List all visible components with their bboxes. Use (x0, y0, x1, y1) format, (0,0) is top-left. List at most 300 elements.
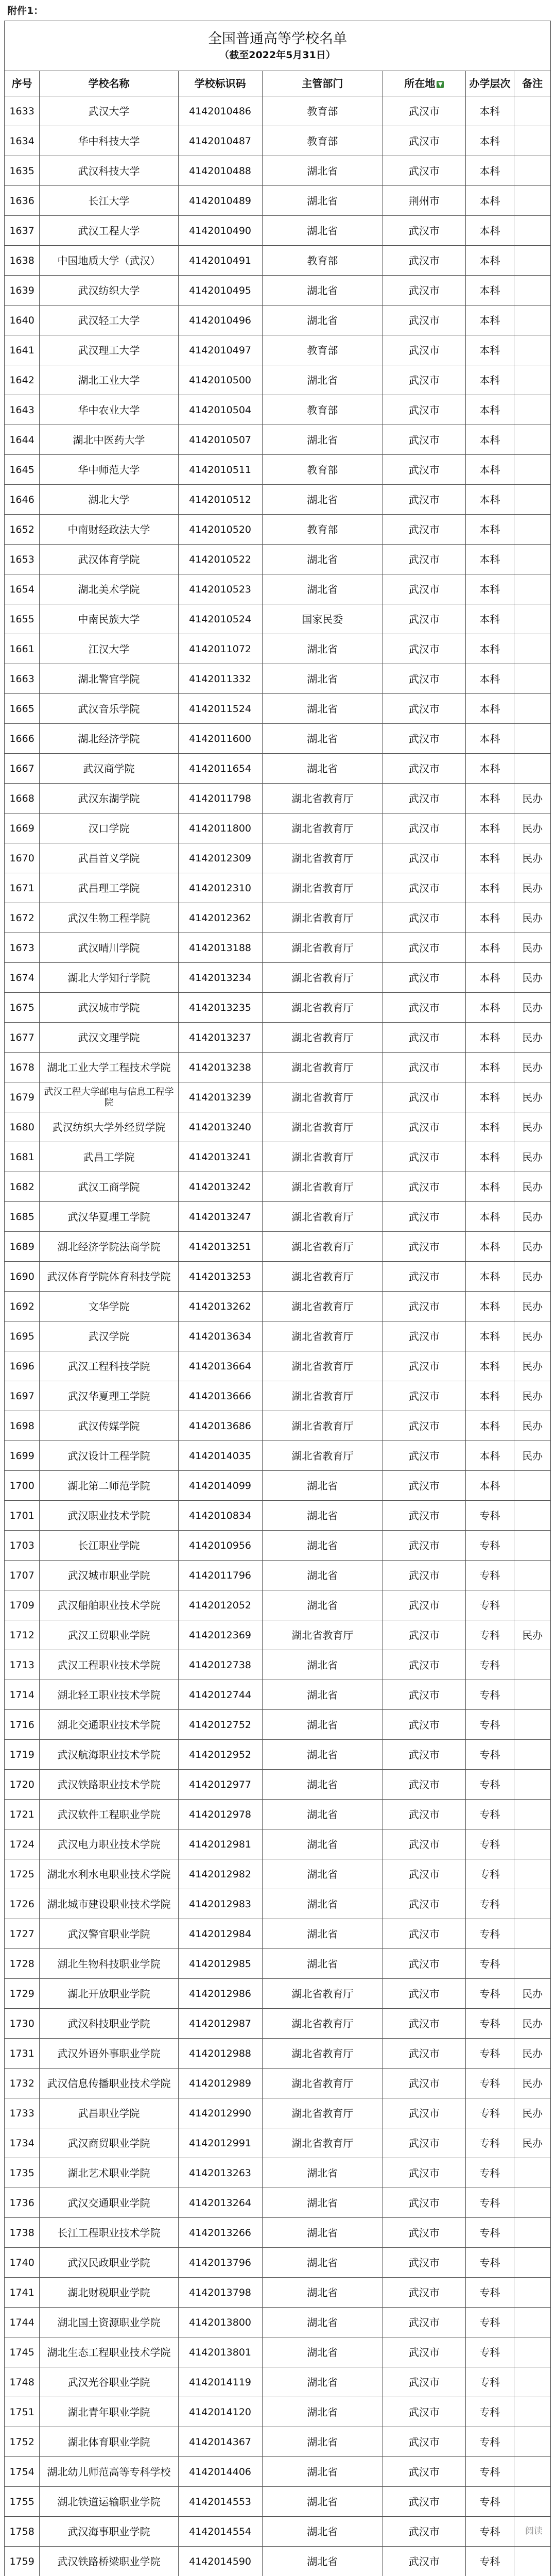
cell-level: 专科 (465, 2248, 514, 2278)
table-row (5, 2098, 551, 2128)
cell-location: 武汉市 (383, 1889, 465, 1919)
cell-authority: 湖北省 (262, 2308, 383, 2337)
cell-school-name: 武汉铁路职业技术学院 (40, 1770, 178, 1800)
cell-school-name: 武汉华夏理工学院 (40, 1381, 178, 1411)
cell-level: 专科 (465, 1919, 514, 1949)
cell-school-name: 武汉工贸职业学院 (40, 1620, 178, 1650)
cell-location: 武汉市 (383, 2009, 465, 2039)
cell-remarks (514, 2188, 551, 2218)
cell-authority: 湖北省教育厅 (262, 1351, 383, 1381)
cell-school-code: 4142010523 (178, 574, 262, 604)
cell-index: 1731 (5, 2039, 40, 2069)
cell-authority: 湖北省 (262, 1829, 383, 1859)
cell-index: 1636 (5, 186, 40, 216)
cell-authority: 湖北省教育厅 (262, 1411, 383, 1441)
cell-school-name: 武汉海事职业学院 (40, 2517, 178, 2547)
table-row (5, 1979, 551, 2009)
cell-school-name: 湖北铁道运输职业学院 (40, 2487, 178, 2517)
cell-authority: 湖北省教育厅 (262, 1053, 383, 1082)
cell-location: 武汉市 (383, 1172, 465, 1202)
cell-index: 1736 (5, 2188, 40, 2218)
cell-location: 武汉市 (383, 2039, 465, 2069)
cell-location: 武汉市 (383, 1531, 465, 1561)
cell-index: 1707 (5, 1561, 40, 1590)
cell-school-code: 4142012989 (178, 2069, 262, 2098)
cell-index: 1727 (5, 1919, 40, 1949)
cell-remarks (514, 2367, 551, 2397)
cell-school-code: 4142010507 (178, 425, 262, 455)
cell-index: 1735 (5, 2158, 40, 2188)
table-row (5, 545, 551, 574)
cell-remarks (514, 306, 551, 335)
cell-authority: 湖北省 (262, 485, 383, 515)
cell-remarks (514, 604, 551, 634)
cell-school-code: 4142013247 (178, 1202, 262, 1232)
cell-school-code: 4142010495 (178, 276, 262, 306)
cell-index: 1641 (5, 335, 40, 365)
cell-school-name: 湖北大学知行学院 (40, 963, 178, 993)
cell-remarks (514, 1471, 551, 1501)
cell-location: 武汉市 (383, 2188, 465, 2218)
cell-index: 1709 (5, 1590, 40, 1620)
cell-remarks (514, 1501, 551, 1531)
cell-level: 专科 (465, 1949, 514, 1979)
cell-index: 1695 (5, 1321, 40, 1351)
cell-school-name: 武汉商学院 (40, 754, 178, 784)
cell-index: 1661 (5, 634, 40, 664)
table-row (5, 126, 551, 156)
table-row (5, 1949, 551, 1979)
cell-school-code: 4142013242 (178, 1172, 262, 1202)
cell-school-name: 湖北生物科技职业学院 (40, 1949, 178, 1979)
header-remarks: 备注 (514, 71, 551, 96)
cell-level: 本科 (465, 1471, 514, 1501)
table-row (5, 1321, 551, 1351)
cell-location: 武汉市 (383, 2278, 465, 2308)
title-cell (5, 21, 551, 71)
cell-location: 武汉市 (383, 873, 465, 903)
cell-remarks: 民办 (514, 2128, 551, 2158)
cell-index: 1685 (5, 1202, 40, 1232)
cell-school-code: 4142010500 (178, 365, 262, 395)
cell-authority: 湖北省教育厅 (262, 2009, 383, 2039)
cell-index: 1675 (5, 993, 40, 1023)
cell-authority: 湖北省 (262, 1889, 383, 1919)
cell-location: 武汉市 (383, 1590, 465, 1620)
cell-location: 武汉市 (383, 1441, 465, 1471)
cell-index: 1701 (5, 1501, 40, 1531)
header-school-name: 学校名称 (40, 71, 178, 96)
cell-school-code: 4142010487 (178, 126, 262, 156)
table-row (5, 784, 551, 814)
cell-authority: 湖北省 (262, 156, 383, 186)
cell-level: 专科 (465, 1590, 514, 1620)
table-row (5, 1082, 551, 1112)
cell-location: 武汉市 (383, 843, 465, 873)
cell-index: 1748 (5, 2367, 40, 2397)
cell-index: 1703 (5, 1531, 40, 1561)
cell-location: 武汉市 (383, 2517, 465, 2547)
cell-location: 武汉市 (383, 2367, 465, 2397)
cell-school-code: 4142010956 (178, 1531, 262, 1561)
cell-school-name: 武汉城市学院 (40, 993, 178, 1023)
cell-level: 本科 (465, 186, 514, 216)
cell-index: 1697 (5, 1381, 40, 1411)
header-row (5, 71, 551, 96)
cell-school-name: 湖北工业大学工程技术学院 (40, 1053, 178, 1082)
cell-location: 武汉市 (383, 2308, 465, 2337)
cell-index: 1672 (5, 903, 40, 933)
cell-location: 武汉市 (383, 1381, 465, 1411)
cell-school-code: 4142014553 (178, 2487, 262, 2517)
cell-school-code: 4142013798 (178, 2278, 262, 2308)
cell-school-code: 4142012987 (178, 2009, 262, 2039)
cell-school-name: 湖北警官学院 (40, 664, 178, 694)
cell-index: 1740 (5, 2248, 40, 2278)
cell-index: 1638 (5, 246, 40, 276)
cell-authority: 湖北省 (262, 186, 383, 216)
cell-remarks: 民办 (514, 993, 551, 1023)
cell-index: 1744 (5, 2308, 40, 2337)
cell-location: 武汉市 (383, 1979, 465, 2009)
cell-remarks (514, 1800, 551, 1829)
cell-school-name: 武汉科技职业学院 (40, 2009, 178, 2039)
cell-index: 1652 (5, 515, 40, 545)
cell-authority: 湖北省 (262, 1680, 383, 1710)
cell-index: 1745 (5, 2337, 40, 2367)
cell-school-name: 湖北经济学院法商学院 (40, 1232, 178, 1262)
cell-school-code: 4142013686 (178, 1411, 262, 1441)
cell-index: 1637 (5, 216, 40, 246)
cell-authority: 教育部 (262, 455, 383, 485)
cell-location: 武汉市 (383, 485, 465, 515)
cell-level: 本科 (465, 963, 514, 993)
cell-location: 武汉市 (383, 2457, 465, 2487)
cell-remarks (514, 485, 551, 515)
cell-authority: 湖北省教育厅 (262, 843, 383, 873)
cell-location: 武汉市 (383, 1949, 465, 1979)
cell-level: 本科 (465, 1262, 514, 1292)
cell-school-name: 武汉船舶职业技术学院 (40, 1590, 178, 1620)
cell-school-name: 武汉工程大学邮电与信息工程学院 (40, 1082, 178, 1112)
cell-remarks: 民办 (514, 1262, 551, 1292)
table-row (5, 1859, 551, 1889)
cell-school-name: 湖北第二师范学院 (40, 1471, 178, 1501)
cell-school-name: 湖北交通职业技术学院 (40, 1710, 178, 1740)
cell-authority: 湖北省 (262, 1800, 383, 1829)
cell-level: 本科 (465, 873, 514, 903)
table-row (5, 276, 551, 306)
cell-location: 武汉市 (383, 306, 465, 335)
cell-school-name: 武汉生物工程学院 (40, 903, 178, 933)
cell-school-code: 4142010512 (178, 485, 262, 515)
cell-authority: 湖北省 (262, 1949, 383, 1979)
document-subtitle: （截至2022年5月31日） (5, 48, 550, 62)
cell-remarks: 民办 (514, 2098, 551, 2128)
cell-index: 1673 (5, 933, 40, 963)
table-row (5, 1262, 551, 1292)
cell-level: 专科 (465, 2337, 514, 2367)
cell-remarks (514, 1740, 551, 1770)
filter-icon[interactable]: ▼ (437, 81, 444, 88)
cell-level: 本科 (465, 1053, 514, 1082)
cell-level: 专科 (465, 1620, 514, 1650)
cell-location: 武汉市 (383, 2337, 465, 2367)
cell-level: 专科 (465, 1531, 514, 1561)
cell-index: 1732 (5, 2069, 40, 2098)
cell-authority: 湖北省教育厅 (262, 1620, 383, 1650)
cell-authority: 湖北省 (262, 2457, 383, 2487)
cell-authority: 湖北省 (262, 1590, 383, 1620)
cell-school-name: 湖北体育职业学院 (40, 2427, 178, 2457)
cell-level: 专科 (465, 2547, 514, 2576)
table-row (5, 1620, 551, 1650)
cell-index: 1734 (5, 2128, 40, 2158)
table-row (5, 1441, 551, 1471)
cell-authority: 教育部 (262, 126, 383, 156)
cell-school-code: 4142012309 (178, 843, 262, 873)
cell-location: 武汉市 (383, 216, 465, 246)
cell-school-code: 4142012983 (178, 1889, 262, 1919)
cell-remarks (514, 455, 551, 485)
table-row (5, 1501, 551, 1531)
cell-school-code: 4142011600 (178, 724, 262, 754)
table-row (5, 2547, 551, 2576)
cell-school-code: 4142012990 (178, 2098, 262, 2128)
table-row (5, 1710, 551, 1740)
cell-authority: 湖北省 (262, 724, 383, 754)
cell-remarks (514, 1859, 551, 1889)
cell-school-code: 4142013263 (178, 2158, 262, 2188)
cell-remarks: 民办 (514, 1232, 551, 1262)
table-row (5, 2308, 551, 2337)
cell-school-name: 武汉体育学院 (40, 545, 178, 574)
table-row (5, 306, 551, 335)
table-row (5, 2128, 551, 2158)
cell-school-code: 4142010491 (178, 246, 262, 276)
table-row (5, 1680, 551, 1710)
cell-location: 武汉市 (383, 1411, 465, 1441)
cell-location: 武汉市 (383, 1023, 465, 1053)
cell-authority: 教育部 (262, 395, 383, 425)
table-row (5, 1172, 551, 1202)
cell-school-name: 武汉传媒学院 (40, 1411, 178, 1441)
cell-authority: 教育部 (262, 246, 383, 276)
cell-school-name: 武汉纺织大学 (40, 276, 178, 306)
cell-level: 专科 (465, 2278, 514, 2308)
cell-authority: 湖北省 (262, 365, 383, 395)
cell-authority: 湖北省教育厅 (262, 2069, 383, 2098)
table-row (5, 2427, 551, 2457)
cell-school-code: 4142011332 (178, 664, 262, 694)
header-authority: 主管部门 (262, 71, 383, 96)
cell-location: 武汉市 (383, 1680, 465, 1710)
cell-school-code: 4142012982 (178, 1859, 262, 1889)
cell-remarks (514, 754, 551, 784)
cell-level: 本科 (465, 306, 514, 335)
cell-authority: 湖北省 (262, 754, 383, 784)
cell-index: 1633 (5, 96, 40, 126)
table-row (5, 2218, 551, 2248)
table-row (5, 2487, 551, 2517)
cell-authority: 湖北省教育厅 (262, 1321, 383, 1351)
cell-school-code: 4142013234 (178, 963, 262, 993)
cell-remarks (514, 395, 551, 425)
cell-location: 武汉市 (383, 455, 465, 485)
header-school-code: 学校标识码 (178, 71, 262, 96)
cell-location: 武汉市 (383, 425, 465, 455)
cell-level: 专科 (465, 2457, 514, 2487)
cell-school-name: 武汉电力职业技术学院 (40, 1829, 178, 1859)
cell-remarks: 民办 (514, 2039, 551, 2069)
cell-level: 专科 (465, 2098, 514, 2128)
cell-level: 本科 (465, 1381, 514, 1411)
cell-remarks (514, 2248, 551, 2278)
cell-index: 1698 (5, 1411, 40, 1441)
cell-remarks (514, 335, 551, 365)
cell-location: 武汉市 (383, 365, 465, 395)
table-row (5, 873, 551, 903)
cell-school-name: 华中农业大学 (40, 395, 178, 425)
cell-school-name: 湖北城市建设职业技术学院 (40, 1889, 178, 1919)
cell-authority: 湖北省 (262, 425, 383, 455)
cell-school-code: 4142014590 (178, 2547, 262, 2576)
cell-school-name: 武昌工学院 (40, 1142, 178, 1172)
cell-location: 武汉市 (383, 634, 465, 664)
cell-school-code: 4142010522 (178, 545, 262, 574)
cell-school-name: 中国地质大学（武汉） (40, 246, 178, 276)
cell-index: 1670 (5, 843, 40, 873)
cell-authority: 湖北省 (262, 1710, 383, 1740)
cell-authority: 湖北省 (262, 2547, 383, 2576)
cell-level: 专科 (465, 1650, 514, 1680)
cell-remarks: 民办 (514, 1292, 551, 1321)
cell-level: 本科 (465, 1112, 514, 1142)
cell-level: 本科 (465, 1351, 514, 1381)
cell-school-name: 汉口学院 (40, 814, 178, 843)
cell-index: 1696 (5, 1351, 40, 1381)
cell-index: 1642 (5, 365, 40, 395)
table-row (5, 1800, 551, 1829)
cell-school-name: 中南民族大学 (40, 604, 178, 634)
cell-authority: 湖北省教育厅 (262, 814, 383, 843)
cell-level: 本科 (465, 365, 514, 395)
table-row (5, 1381, 551, 1411)
cell-remarks (514, 276, 551, 306)
table-row (5, 1770, 551, 1800)
cell-authority: 湖北省教育厅 (262, 993, 383, 1023)
cell-school-code: 4142013188 (178, 933, 262, 963)
cell-location: 武汉市 (383, 1501, 465, 1531)
table-row (5, 664, 551, 694)
cell-level: 专科 (465, 2487, 514, 2517)
cell-index: 1682 (5, 1172, 40, 1202)
cell-school-code: 4142012988 (178, 2039, 262, 2069)
cell-school-code: 4142013237 (178, 1023, 262, 1053)
cell-index: 1679 (5, 1082, 40, 1112)
cell-school-name: 长江大学 (40, 186, 178, 216)
cell-index: 1666 (5, 724, 40, 754)
table-row (5, 2367, 551, 2397)
cell-school-code: 4142012985 (178, 1949, 262, 1979)
table-row (5, 1650, 551, 1680)
cell-remarks (514, 425, 551, 455)
table-row (5, 455, 551, 485)
cell-level: 本科 (465, 664, 514, 694)
cell-school-name: 武汉外语外事职业学院 (40, 2039, 178, 2069)
cell-index: 1751 (5, 2397, 40, 2427)
cell-school-name: 武汉光谷职业学院 (40, 2367, 178, 2397)
cell-index: 1738 (5, 2218, 40, 2248)
cell-location: 武汉市 (383, 1919, 465, 1949)
cell-index: 1643 (5, 395, 40, 425)
table-row (5, 395, 551, 425)
cell-location: 武汉市 (383, 545, 465, 574)
cell-school-code: 4142013800 (178, 2308, 262, 2337)
cell-index: 1712 (5, 1620, 40, 1650)
table-row (5, 1740, 551, 1770)
table-row (5, 843, 551, 873)
cell-location: 武汉市 (383, 156, 465, 186)
cell-location: 武汉市 (383, 574, 465, 604)
cell-remarks: 民办 (514, 784, 551, 814)
cell-level: 专科 (465, 1800, 514, 1829)
cell-level: 本科 (465, 903, 514, 933)
cell-school-name: 武昌职业学院 (40, 2098, 178, 2128)
cell-location: 武汉市 (383, 604, 465, 634)
cell-index: 1653 (5, 545, 40, 574)
cell-index: 1639 (5, 276, 40, 306)
cell-remarks (514, 724, 551, 754)
cell-authority: 湖北省教育厅 (262, 784, 383, 814)
cell-school-code: 4142011072 (178, 634, 262, 664)
cell-school-code: 4142013251 (178, 1232, 262, 1262)
cell-remarks (514, 515, 551, 545)
cell-remarks: 民办 (514, 1620, 551, 1650)
cell-level: 专科 (465, 1740, 514, 1770)
cell-level: 专科 (465, 2427, 514, 2457)
cell-school-code: 4142012752 (178, 1710, 262, 1740)
cell-location: 武汉市 (383, 1800, 465, 1829)
cell-school-name: 武汉工商学院 (40, 1172, 178, 1202)
cell-school-name: 湖北国土资源职业学院 (40, 2308, 178, 2337)
table-row (5, 1202, 551, 1232)
cell-school-code: 4142014099 (178, 1471, 262, 1501)
table-row (5, 963, 551, 993)
cell-location: 武汉市 (383, 2158, 465, 2188)
cell-authority: 湖北省教育厅 (262, 1232, 383, 1262)
cell-remarks (514, 1531, 551, 1561)
cell-location: 武汉市 (383, 963, 465, 993)
cell-location: 武汉市 (383, 1292, 465, 1321)
cell-level: 本科 (465, 814, 514, 843)
table-row (5, 2397, 551, 2427)
cell-school-name: 武汉体育学院体育科技学院 (40, 1262, 178, 1292)
cell-location: 武汉市 (383, 1262, 465, 1292)
cell-level: 本科 (465, 1441, 514, 1471)
table-row (5, 2337, 551, 2367)
cell-remarks: 民办 (514, 1381, 551, 1411)
cell-level: 本科 (465, 1142, 514, 1172)
cell-location: 武汉市 (383, 395, 465, 425)
cell-level: 本科 (465, 515, 514, 545)
cell-authority: 湖北省 (262, 216, 383, 246)
table-row (5, 2278, 551, 2308)
cell-remarks (514, 694, 551, 724)
cell-location: 武汉市 (383, 694, 465, 724)
cell-authority: 湖北省教育厅 (262, 2039, 383, 2069)
cell-remarks (514, 574, 551, 604)
